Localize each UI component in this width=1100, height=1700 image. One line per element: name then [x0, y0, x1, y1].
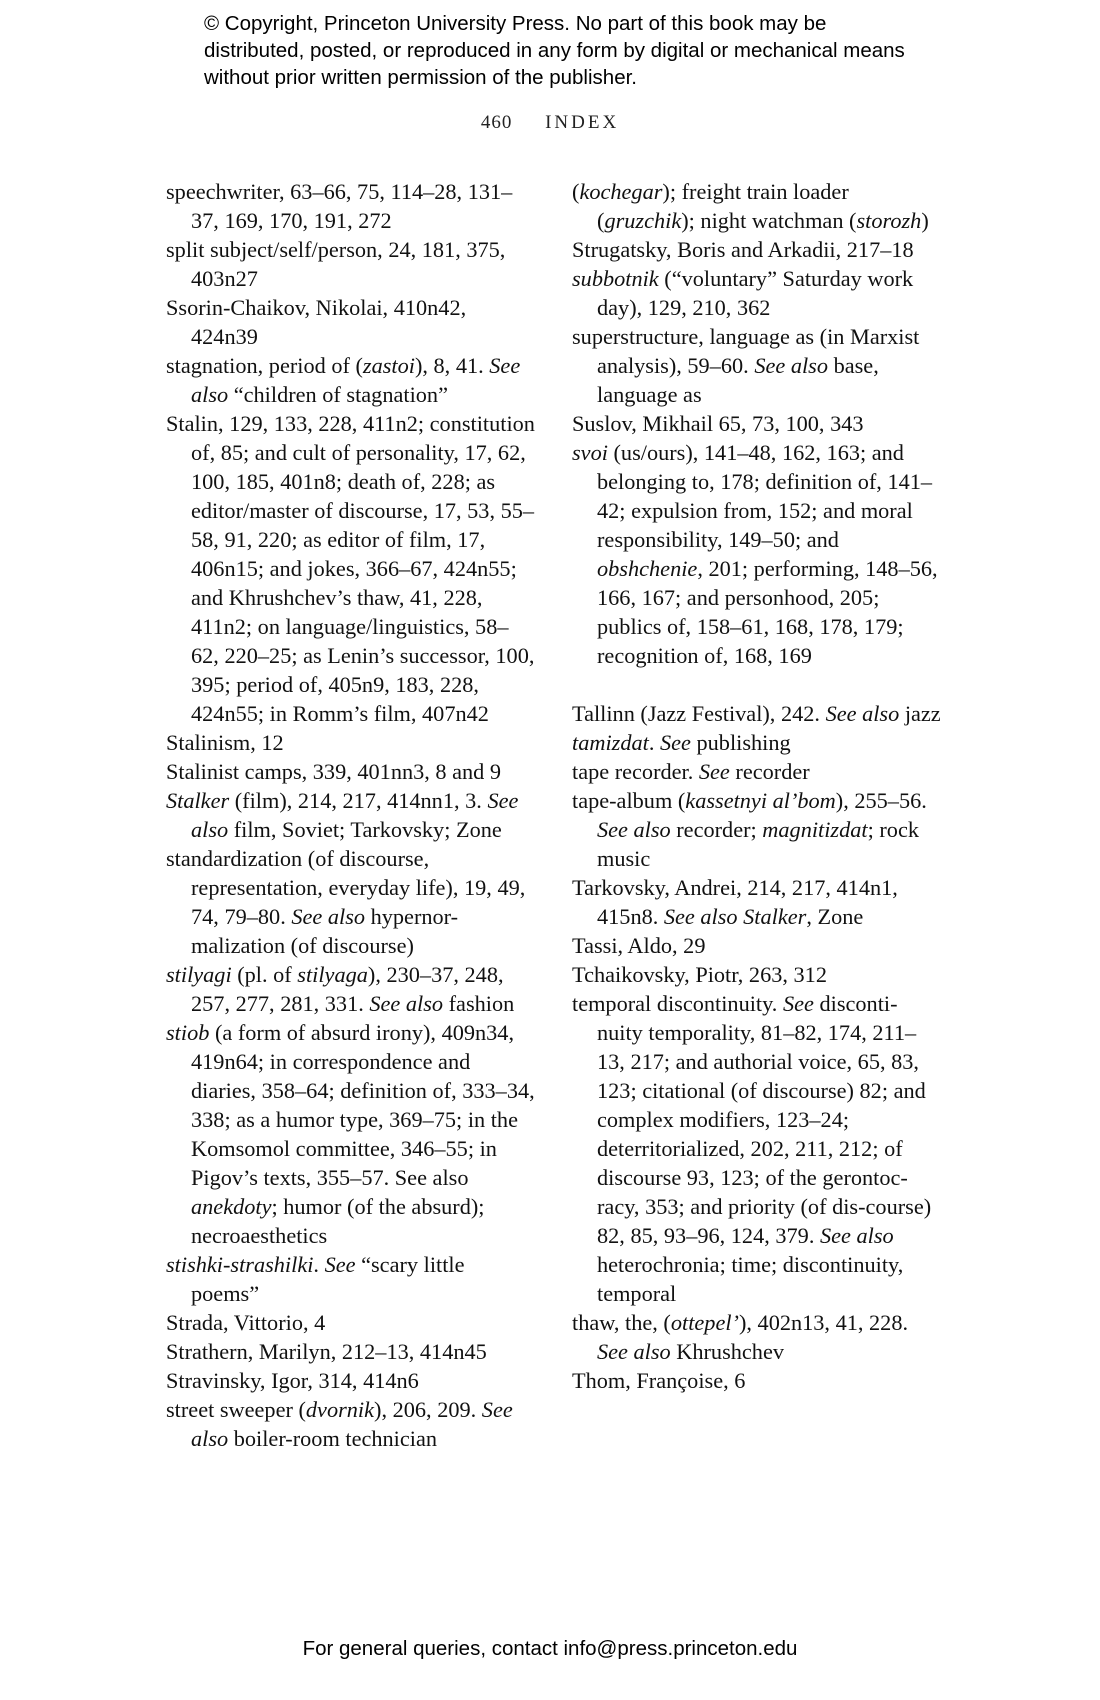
index-entry: superstructure, language as (in Marxist analysis), 59–60. See also base, language as: [572, 324, 920, 407]
index-entry: Strathern, Marilyn, 212–13, 414n45: [166, 1339, 487, 1364]
index-entry: stilyagi (pl. of stilyaga), 230–37, 248, 257, 277, 281, 331. See also fashion: [166, 962, 515, 1016]
index-entry: stagnation, period of (zastoi), 8, 41. See also “children of stagnation”: [166, 353, 521, 407]
copyright-notice: © Copyright, Princeton University Press. No part of this book may be distributed, posted, or reproduced in any form by digital or mechanical means without prior written permission of the publisher.: [204, 12, 905, 89]
index-entry: Stalin, 129, 133, 228, 411n2; constitution of, 85; and cult of personality, 17, 62, 100, 185, 401n8; death of, 228; as editor/master of discourse, 17, 53, 55–58, 91, 220; as editor of film, 17, 406n15; and jokes, 366–67, 424n55; and Khrushchev’s thaw, 41, 228, 411n2; on language/linguistics, 58–62, 220–25; as Lenin’s successor, 100, 395; period of, 405n9, 183, 228, 424n55; in Romm’s film, 407n42: [166, 411, 535, 726]
index-column-left: [166, 177, 536, 1453]
index-entry: Stalinism, 12: [166, 730, 284, 755]
index-entry: tamizdat. See publishing: [572, 730, 791, 755]
index-entry: speechwriter, 63–66, 75, 114–28, 131–37, 169, 170, 191, 272: [166, 179, 513, 233]
index-entry: Thom, Françoise, 6: [572, 1368, 746, 1393]
index-entry: Tassi, Aldo, 29: [572, 933, 706, 958]
index-entry: street sweeper (dvornik), 206, 209. See also boiler-room technician: [166, 1397, 513, 1451]
footer-contact: For general queries, contact info@press.princeton.edu: [302, 1637, 798, 1660]
index-entry: svoi (us/ours), 141–48, 162, 163; and belonging to, 178; definition of, 141–42; expulsion from, 152; and moral responsibility, 149–50; and obshchenie, 201; performing, 148–56, 166, 167; and personhood, 205; publics of, 158–61, 168, 178, 179; recognition of, 168, 169: [572, 440, 938, 668]
index-entry: Stravinsky, Igor, 314, 414n6: [166, 1368, 419, 1393]
index-entry: (kochegar); freight train loader (gruzchik); night watchman (storozh): [572, 179, 929, 233]
index-entry: stiob (a form of absurd irony), 409n34, 419n64; in correspondence and diaries, 358–64; definition of, 333–34, 338; as a humor type, 369–75; in the Komsomol committee, 346–55; in Pigov’s texts, 355–57. See also anekdoty; humor (of the absurd); necroaesthetics: [166, 1020, 535, 1248]
index-entry: tape-album (kassetnyi al’bom), 255–56. See also recorder; magnitizdat; rock music: [572, 788, 927, 871]
running-head: [0, 112, 1100, 134]
index-entry: Suslov, Mikhail 65, 73, 100, 343: [572, 411, 864, 436]
index-entry: subbotnik (“voluntary” Saturday work day), 129, 210, 362: [572, 266, 914, 320]
index-entry: Stalker (film), 214, 217, 414nn1, 3. See also film, Soviet; Tarkovsky; Zone: [166, 788, 519, 842]
letter-gap: [572, 670, 942, 699]
index-entry: standardization (of discourse, representation, everyday life), 19, 49, 74, 79–80. See also hypernor-malization (of discourse): [166, 846, 526, 958]
index-entry: Tallinn (Jazz Festival), 242. See also jazz: [572, 701, 941, 726]
index-entry: Ssorin-Chaikov, Nikolai, 410n42, 424n39: [166, 295, 467, 349]
section-title: INDEX: [545, 112, 620, 133]
index-entry: Tchaikovsky, Piotr, 263, 312: [572, 962, 827, 987]
index-entry: Tarkovsky, Andrei, 214, 217, 414n1, 415n8. See also Stalker, Zone: [572, 875, 898, 929]
index-entry: thaw, the, (ottepel’), 402n13, 41, 228. See also Khrushchev: [572, 1310, 909, 1364]
page-number: 460: [480, 112, 513, 133]
index-entry: Stalinist camps, 339, 401nn3, 8 and 9: [166, 759, 502, 784]
index-entry: split subject/self/person, 24, 181, 375, 403n27: [166, 237, 506, 291]
index-entry: stishki-strashilki. See “scary little poems”: [166, 1252, 465, 1306]
index-entry: Strugatsky, Boris and Arkadii, 217–18: [572, 237, 914, 262]
index-entry: Strada, Vittorio, 4: [166, 1310, 326, 1335]
index-entry: temporal discontinuity. See disconti-nuity temporality, 81–82, 174, 211–13, 217; and authorial voice, 65, 83, 123; citational (of discourse) 82; and complex modifiers, 123–24; deterritorialized, 202, 211, 212; of discourse 93, 123; of the gerontoc-racy, 353; and priority (of dis-course) 82, 85, 93–96, 124, 379. See also heterochronia; time; discontinuity, temporal: [572, 991, 932, 1306]
index-entry: tape recorder. See recorder: [572, 759, 810, 784]
index-column-right: [572, 177, 942, 1395]
